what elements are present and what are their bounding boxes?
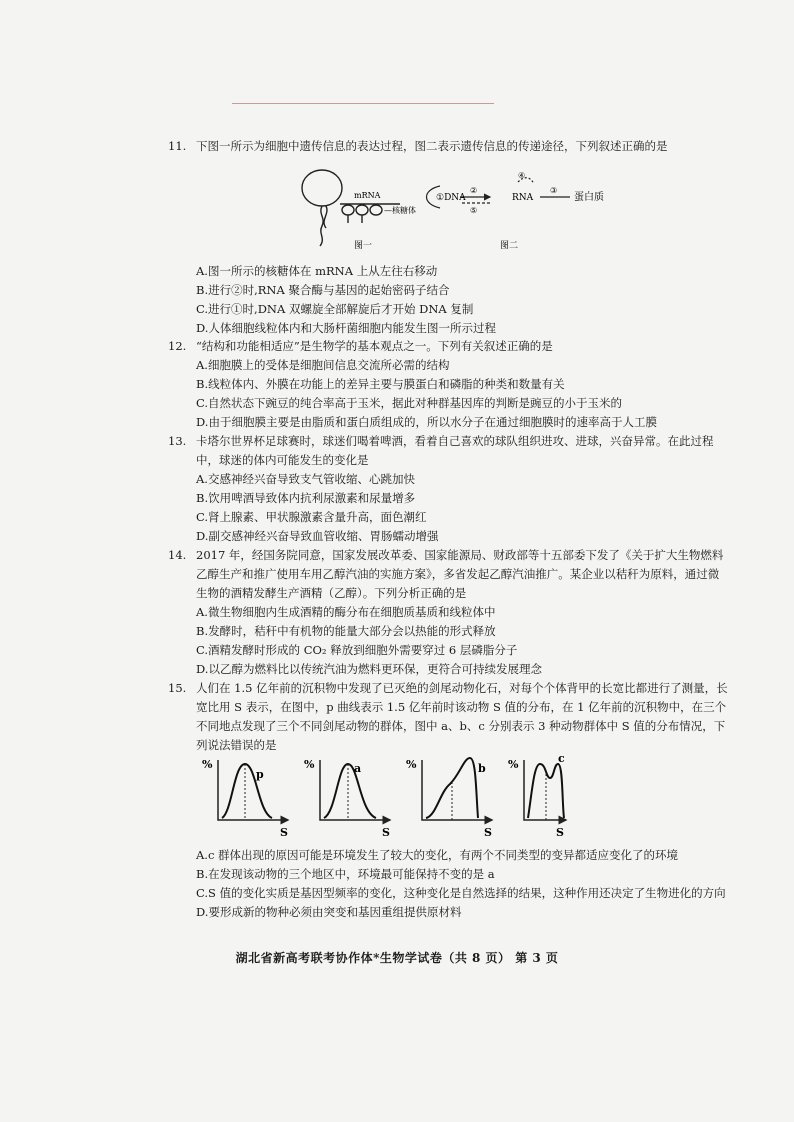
option-d[interactable]: D.人体细胞线粒体内和大肠杆菌细胞内能发生图一所示过程 <box>196 321 496 335</box>
option-b[interactable]: B.线粒体内、外膜在功能上的差异主要与膜蛋白和磷脂的种类和数量有关 <box>196 377 565 391</box>
question-stem: 卡塔尔世界杯足球赛时，球迷们喝着啤酒，看着自己喜欢的球队组织进攻、进球，兴奋异常。在此过程中，球迷的体内可能发生的变化是 <box>196 434 714 467</box>
question-13 <box>168 432 728 546</box>
option-b[interactable]: B.在发现该动物的三个地区中，环境最可能保持不变的是 a <box>196 867 495 881</box>
ylabel: % <box>304 758 315 771</box>
q15-options <box>168 846 728 922</box>
step-4-label: ④ <box>518 171 526 180</box>
step-5-label: ⑤ <box>470 206 478 215</box>
option-a[interactable]: A.微生物细胞内生成酒精的酶分布在细胞质基质和线粒体中 <box>196 605 496 619</box>
option-d[interactable]: D.要形成新的物种必须由突变和基因重组提供原材料 <box>196 905 462 919</box>
header-rule <box>232 103 494 104</box>
xlabel: S <box>382 826 390 839</box>
option-c[interactable]: C.肾上腺素、甲状腺激素含量升高，面色潮红 <box>196 510 427 524</box>
option-b[interactable]: B.进行②时,RNA 聚合酶与基因的起始密码子结合 <box>196 283 450 297</box>
figure-1-caption: 图一 <box>354 241 373 251</box>
question-number: 11. <box>168 139 187 153</box>
graph-c <box>508 752 566 839</box>
question-stem: 人们在 1.5 亿年前的沉积物中发现了已灭绝的剑尾动物化石，对每个个体背甲的长宽比都进行了测量，长宽比用 S 表示，在图中，p 曲线表示 1.5 亿年前时该动物 S 值的分布，在 1 亿年前的沉积物中，在三个不同地点发现了三个不同剑尾动物的群体，图中 a、b、c 分别表示 3 种动物群体中 S 值的分布情况，下列说法错误的是 <box>196 681 728 752</box>
mrna-label: mRNA <box>354 191 381 200</box>
option-a[interactable]: A.细胞膜上的受体是细胞间信息交流所必需的结构 <box>196 358 450 372</box>
option-c[interactable]: C.S 值的变化实质是基因型频率的变化，这种变化是自然选择的结果，这种作用还决定了生物进化的方向 <box>196 886 726 900</box>
option-d[interactable]: D.副交感神经兴奋导致血管收缩、胃肠蠕动增强 <box>196 529 439 543</box>
question-12 <box>168 337 728 432</box>
question-number: 13. <box>168 434 187 448</box>
graph-a <box>304 758 390 839</box>
xlabel: S <box>484 826 492 839</box>
figure-2-caption: 图二 <box>500 241 519 251</box>
option-d[interactable]: D.以乙醇为燃料比以传统汽油为燃料更环保，更符合可持续发展理念 <box>196 662 542 676</box>
question-11 <box>168 137 728 156</box>
option-d[interactable]: D.由于细胞膜主要是由脂质和蛋白质组成的，所以水分子在通过细胞膜时的速率高于人工膜 <box>196 415 657 429</box>
ylabel: % <box>508 758 519 771</box>
q11-options <box>168 262 728 338</box>
q15-distribution-graphs <box>200 752 570 840</box>
graph-b <box>406 758 492 839</box>
question-stem: 2017 年，经国务院同意，国家发展改革委、国家能源局、财政部等十五部委下发了《关于扩大生物燃料乙醇生产和推广使用车用乙醇汽油的实施方案》，多省发起乙醇汽油推广。某企业以秸秆为原料，通过微生物的酒精发酵生产酒精（乙醇）。下列分析正确的是 <box>196 548 724 600</box>
q11-figures <box>290 160 640 255</box>
curve-label: p <box>256 768 264 781</box>
ribosome-label: —核糖体 <box>384 206 416 215</box>
xlabel: S <box>280 826 288 839</box>
option-c[interactable]: C.进行①时,DNA 双螺旋全部解旋后才开始 DNA 复制 <box>196 302 474 316</box>
curve-label: c <box>558 752 565 765</box>
question-stem: 下图一所示为细胞中遗传信息的表达过程，图二表示遗传信息的传递途径，下列叙述正确的是 <box>196 139 668 153</box>
question-15 <box>168 679 728 755</box>
question-14 <box>168 546 728 679</box>
step-3-label: ③ <box>550 186 558 195</box>
protein-label: 蛋白质 <box>574 192 604 203</box>
option-b[interactable]: B.发酵时，秸秆中有机物的能量大部分会以热能的形式释放 <box>196 624 496 638</box>
graph-p <box>202 758 288 839</box>
option-b[interactable]: B.饮用啤酒导致体内抗利尿激素和尿量增多 <box>196 491 416 505</box>
rna-label: RNA <box>512 193 534 203</box>
step-2-label: ② <box>470 186 478 195</box>
ylabel: % <box>202 758 213 771</box>
question-stem: “结构和功能相适应”是生物学的基本观点之一。下列有关叙述正确的是 <box>196 339 553 353</box>
xlabel: S <box>556 826 564 839</box>
option-a[interactable]: A.c 群体出现的原因可能是环境发生了较大的变化，有两个不同类型的变异都适应变化了的环境 <box>196 848 679 862</box>
curve-label: a <box>354 762 362 775</box>
ylabel: % <box>406 758 417 771</box>
question-number: 14. <box>168 548 187 562</box>
dna-label: ①DNA <box>436 193 466 203</box>
page-footer: 湖北省新高考联考协作体*生物学试卷（共 8 页） 第 3 页 <box>235 951 559 965</box>
question-number: 12. <box>168 339 187 353</box>
option-c[interactable]: C.酒精发酵时形成的 CO₂ 释放到细胞外需要穿过 6 层磷脂分子 <box>196 643 518 657</box>
curve-label: b <box>478 762 486 775</box>
option-c[interactable]: C.自然状态下豌豆的纯合率高于玉米，据此对种群基因库的判断是豌豆的小于玉米的 <box>196 396 623 410</box>
option-a[interactable]: A.图一所示的核糖体在 mRNA 上从左往右移动 <box>196 264 438 278</box>
option-a[interactable]: A.交感神经兴奋导致支气管收缩、心跳加快 <box>196 472 415 486</box>
question-number: 15. <box>168 681 187 695</box>
